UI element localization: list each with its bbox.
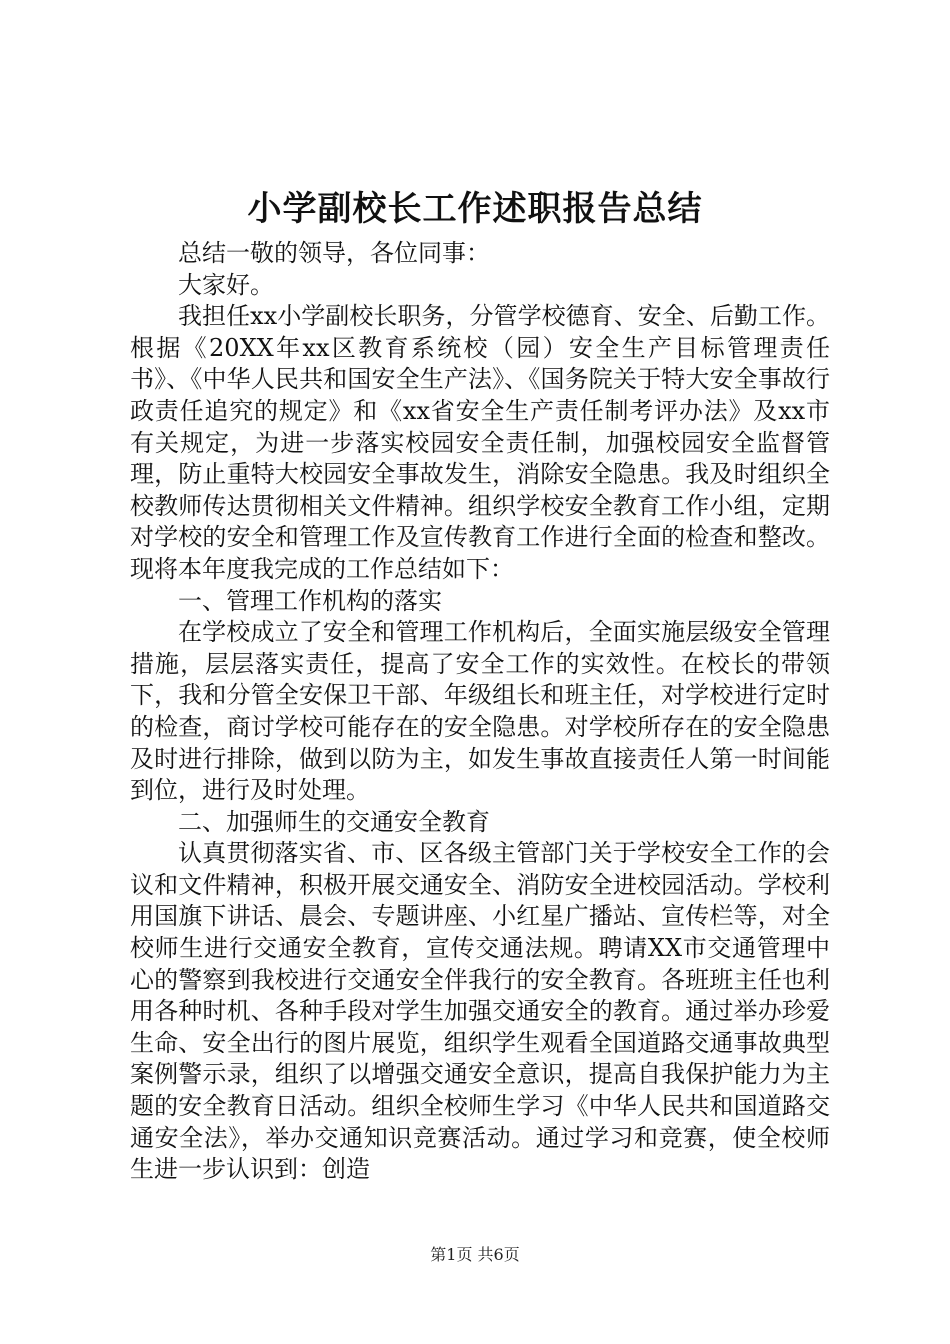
paragraph-section-2: 认真贯彻落实省、市、区各级主管部门关于学校安全工作的会议和文件精神，积极开展交通安全、消防安全进校园活动。学校利用国旗下讲话、晨会、专题讲座、小红星广播站、宣传栏等，对全校师生进行交通安全教育，宣传交通法规。聘请XX市交通管理中心的警察到我校进行交通安全伴我行的安全教育。各班班主任也利用各种时机、各种手段对学生加强交通安全的教育。通过举办珍爱生命、安全出行的图片展览，组织学生观看全国道路交通事故典型案例警示录，组织了以增强交通安全意识，提高自我保护能力为主题的安全教育日活动。组织全校师生学习《中华人民共和国道路交通安全法》，举办交通知识竞赛活动。通过学习和竞赛，使全校师生进一步认识到：创造 [130,839,830,1184]
paragraph-salutation: 总结一敬的领导，各位同事： [178,239,490,267]
document-body [130,238,830,1186]
document-title: 小学副校长工作述职报告总结 [247,189,703,229]
paragraph-greeting: 大家好。 [178,270,274,299]
page-number: 第1页 共6页 [430,1245,520,1264]
section-heading-2: 二、加强师生的交通安全教育 [178,807,490,836]
paragraph-intro: 我担任xx小学副校长职务，分管学校德育、安全、后勤工作。根据《20XX年xx区教育系统校（园）安全生产目标管理责任书》、《中华人民共和国安全生产法》、《国务院关于特大安全事故行政责任追究的规定》和《xx省安全生产责任制考评办法》及xx市有关规定，为进一步落实校园安全责任制，加强校园安全监督管理，防止重特大校园安全事故发生，消除安全隐患。我及时组织全校教师传达贯彻相关文件精神。组织学校安全教育工作小组，定期对学校的安全和管理工作及宣传教育工作进行全面的检查和整改。现将本年度我完成的工作总结如下： [130,302,830,583]
section-heading-1: 一、管理工作机构的落实 [178,586,442,615]
paragraph-section-1: 在学校成立了安全和管理工作机构后，全面实施层级安全管理措施，层层落实责任，提高了安全工作的实效性。在校长的带领下，我和分管全安保卫干部、年级组长和班主任，对学校进行定时的检查，商讨学校可能存在的安全隐患。对学校所存在的安全隐患及时进行排除，做到以防为主，如发生事故直接责任人第一时间能到位，进行及时处理。 [130,618,830,805]
